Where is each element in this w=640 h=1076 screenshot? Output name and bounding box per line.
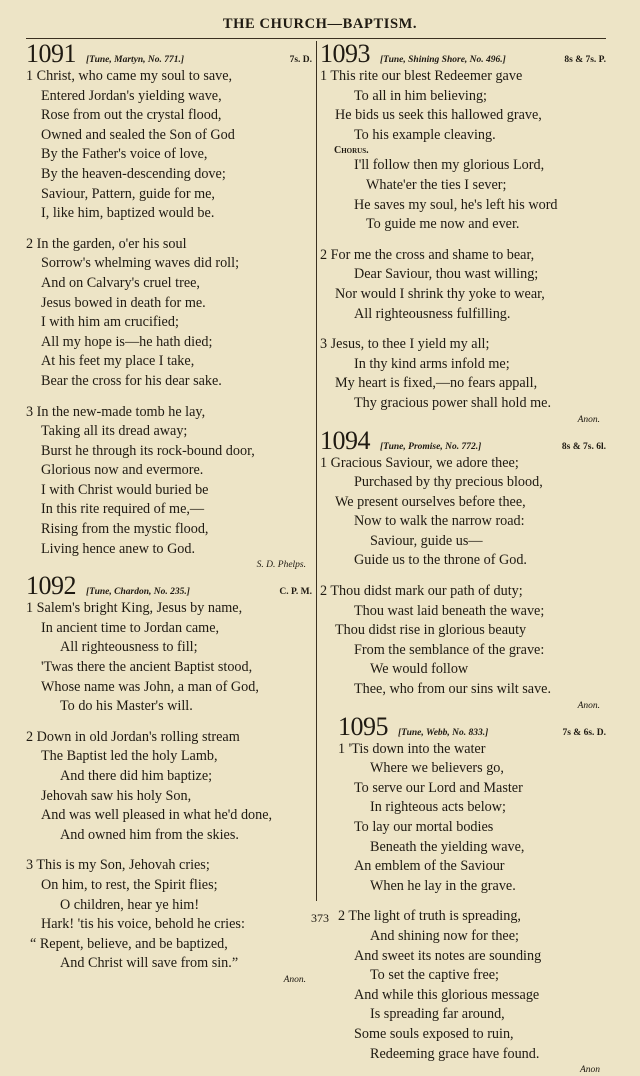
hymn-1092-header <box>26 571 312 599</box>
verse-line: Some souls exposed to ruin, <box>354 1025 514 1042</box>
verse-line: Entered Jordan's yielding wave, <box>41 87 222 104</box>
verse-line: Thou wast laid beneath the wave; <box>354 602 545 619</box>
verse-line: To guide me now and ever. <box>366 216 520 233</box>
verse-line: Jesus bowed in death for me. <box>41 294 206 311</box>
verse-line: 2 In the garden, o'er his soul <box>26 235 187 252</box>
verse-line: Hark! 'tis his voice, behold he cries: <box>41 916 245 933</box>
verse-line: Sorrow's whelming waves did roll; <box>41 255 240 272</box>
meter: C. P. M. <box>279 587 312 598</box>
verse-line: He saves my soul, he's left his word <box>354 196 558 213</box>
verse-line: Now to walk the narrow road: <box>354 513 525 530</box>
hymn-1094-header <box>320 426 606 454</box>
tune-reference: [Tune, Promise, No. 772.] <box>380 441 482 452</box>
left-column <box>26 39 312 986</box>
meter: 7s. D. <box>289 55 312 65</box>
verse-line: In this rite required of me,— <box>41 501 205 518</box>
verse-line: To serve our Lord and Master <box>354 779 523 796</box>
verse-line: 3 In the new-made tomb he lay, <box>26 403 206 420</box>
verse-line: To set the captive free; <box>370 967 499 984</box>
verse-line: We present ourselves before thee, <box>335 493 526 510</box>
page-number: 373 <box>311 911 329 925</box>
verse-line: Whose name was John, a man of God, <box>41 678 259 695</box>
hymn-1095-header <box>320 712 606 740</box>
verse-line: Glorious now and evermore. <box>41 462 204 479</box>
verse-line: Nor would I shrink thy yoke to wear, <box>335 285 545 302</box>
verse-line: An emblem of the Saviour <box>354 858 505 875</box>
stanza <box>26 403 312 560</box>
verse-line: 2 Thou didst mark our path of duty; <box>320 583 523 600</box>
verse-line: 2 For me the cross and shame to bear, <box>320 246 535 263</box>
verse-line: Rose from out the crystal flood, <box>41 107 222 124</box>
verse-line: Taking all its dread away; <box>41 423 188 440</box>
verse-line: Is spreading far around, <box>370 1006 505 1023</box>
column-divider <box>316 41 317 901</box>
verse-line: Burst he through its rock-bound door, <box>41 442 255 459</box>
hymn-number: 1092 <box>26 571 76 601</box>
verse-line: By the heaven-descending dove; <box>41 165 226 182</box>
verse-line: O children, hear ye him! <box>60 896 200 913</box>
author-attribution: Anon. <box>577 700 600 711</box>
meter: 8s & 7s. P. <box>564 55 606 65</box>
verse-line: 1 This rite our blest Redeemer gave <box>320 68 523 84</box>
verse-line: My heart is fixed,—no fears appall, <box>335 375 538 392</box>
verse-line: Rising from the mystic flood, <box>41 521 209 538</box>
verse-line: 1 Salem's bright King, Jesus by name, <box>26 600 243 617</box>
verse-line: On him, to rest, the Spirit flies; <box>41 876 218 893</box>
author-attribution: Anon <box>579 1065 600 1076</box>
stanza <box>320 454 606 572</box>
verse-line: I, like him, baptized would be. <box>41 205 215 222</box>
meter: 7s & 6s. D. <box>562 727 606 738</box>
verse-line: I'll follow then my glorious Lord, <box>354 157 545 174</box>
verse-line: And sweet its notes are sounding <box>354 947 542 964</box>
verse-line: Whate'er the ties I sever; <box>366 176 507 193</box>
verse-line: All righteousness to fill; <box>60 639 198 656</box>
verse-line: Where we believers go, <box>370 760 504 777</box>
verse-line: I with him am crucified; <box>41 314 179 331</box>
verse-line: And owned him from the skies. <box>60 826 239 843</box>
hymn-number: 1091 <box>26 39 76 68</box>
chorus <box>320 156 606 234</box>
verse-line: Purchased by thy precious blood, <box>354 474 543 491</box>
verse-line: 1 Christ, who came my soul to save, <box>26 68 233 84</box>
verse-line: He bids us seek this hallowed grave, <box>335 107 542 124</box>
stanza <box>26 599 312 717</box>
verse-line: And while this glorious message <box>354 986 540 1003</box>
tune-reference: [Tune, Shining Shore, No. 496.] <box>380 55 506 65</box>
verse-line: Bear the cross for his dear sake. <box>41 372 222 389</box>
verse-line: We would follow <box>370 661 469 678</box>
verse-line: Saviour, Pattern, guide for me, <box>41 185 215 202</box>
verse-line: In thy kind arms infold me; <box>354 355 510 372</box>
tune-reference: [Tune, Chardon, No. 235.] <box>86 587 190 598</box>
verse-line: “ Repent, believe, and be baptized, <box>30 935 228 952</box>
verse-line: In righteous acts below; <box>370 799 506 816</box>
author-attribution: Anon. <box>283 974 306 985</box>
verse-line: To his example cleaving. <box>354 126 496 143</box>
stanza <box>26 728 312 846</box>
verse-line: Thy gracious power shall hold me. <box>354 394 552 411</box>
verse-line: And Christ will save from sin.” <box>60 955 239 972</box>
verse-line: When he lay in the grave. <box>370 877 516 894</box>
verse-line: At his feet my place I take, <box>41 353 195 370</box>
verse-line: Owned and sealed the Son of God <box>41 126 235 143</box>
meter: 8s & 7s. 6l. <box>561 441 606 452</box>
verse-line: By the Father's voice of love, <box>41 146 208 163</box>
stanza <box>320 67 606 145</box>
verse-line: Thee, who from our sins wilt save. <box>354 681 552 698</box>
verse-line: To lay our mortal bodies <box>354 819 494 835</box>
verse-line: 3 Jesus, to thee I yield my all; <box>320 336 490 353</box>
stanza <box>320 740 606 897</box>
verse-line: I with Christ would buried be <box>41 481 209 498</box>
verse-line: Thou didst rise in glorious beauty <box>335 622 527 639</box>
stanza <box>320 335 606 413</box>
verse-line: 2 Down in old Jordan's rolling stream <box>26 728 240 745</box>
verse-line: And was well pleased in what he'd done, <box>41 807 273 824</box>
author-attribution: Anon. <box>577 414 600 425</box>
stanza <box>320 907 606 1064</box>
verse-line: Jehovah saw his holy Son, <box>41 787 192 804</box>
page-title: THE CHURCH—BAPTISM. <box>222 16 418 32</box>
verse-line: All righteousness fulfilling. <box>354 305 511 322</box>
hymn-1093-header <box>320 39 606 67</box>
verse-line: Living hence anew to God. <box>41 540 196 557</box>
hymn-1091-header <box>26 39 312 67</box>
hymn-number: 1093 <box>320 39 370 68</box>
verse-line: 1 'Tis down into the water <box>338 740 486 757</box>
hymn-number: 1095 <box>338 711 388 741</box>
verse-line: Beneath the yielding wave, <box>370 838 525 855</box>
verse-line: Saviour, guide us— <box>370 532 483 549</box>
hymn-number: 1094 <box>320 425 370 455</box>
verse-line: The Baptist led the holy Lamb, <box>41 748 218 765</box>
stanza <box>320 582 606 700</box>
verse-line: 2 The light of truth is spreading, <box>338 908 521 925</box>
verse-line: 3 This is my Son, Jehovah cries; <box>26 857 210 874</box>
verse-line: In ancient time to Jordan came, <box>41 619 220 636</box>
verse-line: All my hope is—he hath died; <box>41 333 213 350</box>
verse-line: Dear Saviour, thou wast willing; <box>354 266 539 283</box>
chorus-label: Chorus. <box>334 145 369 157</box>
tune-reference: [Tune, Martyn, No. 771.] <box>86 55 185 65</box>
verse-line: From the semblance of the grave: <box>354 641 545 658</box>
tune-reference: [Tune, Webb, No. 833.] <box>398 727 489 738</box>
stanza <box>320 246 606 324</box>
verse-line: And shining now for thee; <box>370 927 519 944</box>
stanza <box>26 235 312 392</box>
verse-line: To do his Master's will. <box>60 698 193 715</box>
verse-line: 'Twas there the ancient Baptist stood, <box>41 659 253 676</box>
verse-line: To all in him believing; <box>354 87 487 104</box>
verse-line: 1 Gracious Saviour, we adore thee; <box>320 454 519 471</box>
verse-line: Guide us to the throne of God. <box>354 552 527 569</box>
author-attribution: S. D. Phelps. <box>256 560 306 571</box>
verse-line: And there did him baptize; <box>60 768 213 784</box>
verse-line: Redeeming grace have found. <box>370 1045 540 1062</box>
stanza <box>26 67 312 224</box>
verse-line: And on Calvary's cruel tree, <box>41 274 200 291</box>
